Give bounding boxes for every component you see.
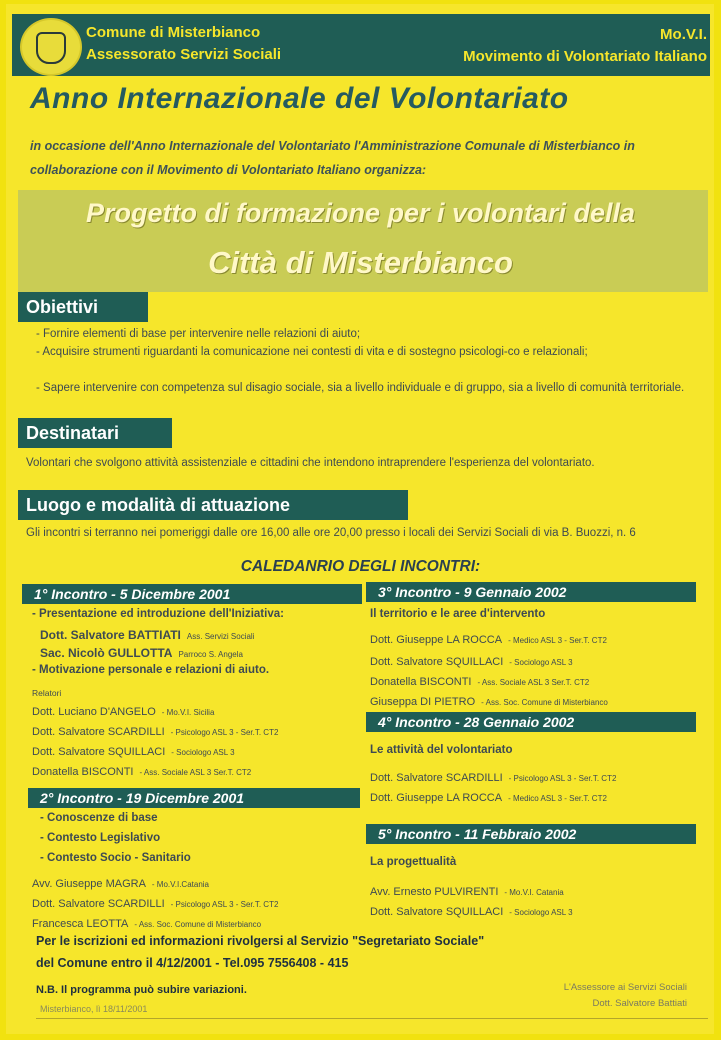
incontro-2-topic-3: - Contesto Socio - Sanitario <box>40 852 191 864</box>
incontro-2-heading: 2° Incontro - 19 Dicembre 2001 <box>28 788 360 808</box>
footer-iscrizioni: Per le iscrizioni ed informazioni rivolgersi al Servizio "Segretariato Sociale" <box>36 934 485 948</box>
incontro-2-topic-1: - Conoscenze di base <box>40 812 158 824</box>
incontro-5-relatore-2: Dott. Salvatore SQUILLACI - Sociologo ASL 3 <box>370 906 573 918</box>
incontro-5-relatore-1: Avv. Ernesto PULVIRENTI - Mo.V.I. Catania <box>370 886 564 898</box>
banner-line-2: Città di Misterbianco <box>208 245 513 280</box>
footer-place-date: Misterbianco, lì 18/11/2001 <box>40 1004 148 1014</box>
incontro-3-topic: Il territorio e le aree d'intervento <box>370 608 546 620</box>
calendar-title: CALEDANRIO DEGLI INCONTRI: <box>240 558 481 575</box>
signature-title: L'Assessore ai Servizi Sociali <box>563 982 687 993</box>
incontro-1-relatore-1: Dott. Luciano D'ANGELO - Mo.V.I. Sicilia <box>32 706 215 718</box>
header-movimento: Movimento di Volontariato Italiano <box>463 48 707 65</box>
incontro-2-relatore-1: Avv. Giuseppe MAGRA - Mo.V.I.Catania <box>32 878 209 890</box>
obiettivo-2: - Acquisire strumenti riguardanti la comunicazione nei contesti di vita e di sostegno psicologi-co e relazionali; <box>36 346 588 358</box>
footer-note: N.B. Il programma può subire variazioni. <box>36 984 247 996</box>
header-assessorato: Assessorato Servizi Sociali <box>86 46 282 63</box>
incontro-4-relatore-2: Dott. Giuseppe LA ROCCA - Medico ASL 3 - Ser.T. CT2 <box>370 792 607 804</box>
incontro-2-relatore-2: Dott. Salvatore SCARDILLI - Psicologo ASL 3 - Ser.T. CT2 <box>32 898 279 910</box>
municipal-seal-icon <box>20 18 82 76</box>
luogo-text: Gli incontri si terranno nei pomeriggi dalle ore 16,00 alle ore 20,00 presso i locali dei Servizi Sociali di via B. Buozzi, n. 6 <box>26 527 636 539</box>
obiettivo-1: - Fornire elementi di base per intervenire nelle relazioni di aiuto; <box>36 328 361 340</box>
section-obiettivi: Obiettivi <box>18 292 148 322</box>
header-comune: Comune di Misterbianco <box>86 24 261 41</box>
incontro-4-topic: Le attività del volontariato <box>370 744 513 756</box>
incontro-5-heading: 5° Incontro - 11 Febbraio 2002 <box>366 824 696 844</box>
incontro-3-relatore-3: Donatella BISCONTI - Ass. Sociale ASL 3 Ser.T. CT2 <box>370 676 590 688</box>
section-destinatari: Destinatari <box>18 418 172 448</box>
obiettivo-3: - Sapere intervenire con competenza sul disagio sociale, sia a livello individuale e di gruppo, sia a livello di comunità territoriale. <box>36 382 685 394</box>
incontro-1-topic-1: - Presentazione ed introduzione dell'Iniziativa: <box>32 608 284 620</box>
incontro-3-heading: 3° Incontro - 9 Gennaio 2002 <box>366 582 696 602</box>
banner-line-1: Progetto di formazione per i volontari della <box>85 198 636 228</box>
main-title: Anno Internazionale del Volontariato <box>30 82 569 115</box>
section-luogo: Luogo e modalità di attuazione <box>18 490 408 520</box>
footer-contact: del Comune entro il 4/12/2001 - Tel.095 7556408 - 415 <box>36 956 349 970</box>
incontro-1-speaker-2: Sac. Nicolò GULLOTTA Parroco S. Angela <box>40 646 243 660</box>
intro-text: in occasione dell'Anno Internazionale del Volontariato l'Amministrazione Comunale di Misterbianco in collaborazione con il Movimento di Volontariato Italiano organizza: <box>30 139 635 177</box>
incontro-3-relatore-1: Dott. Giuseppe LA ROCCA - Medico ASL 3 - Ser.T. CT2 <box>370 634 607 646</box>
incontro-3-relatore-2: Dott. Salvatore SQUILLACI - Sociologo ASL 3 <box>370 656 573 668</box>
destinatari-text: Volontari che svolgono attività assistenziale e cittadini che intendono intraprendere l'esperienza del volontariato. <box>26 457 595 469</box>
incontro-1-relatore-4: Donatella BISCONTI - Ass. Sociale ASL 3 Ser.T. CT2 <box>32 766 252 778</box>
incontro-1-relatore-2: Dott. Salvatore SCARDILLI - Psicologo ASL 3 - Ser.T. CT2 <box>32 726 279 738</box>
incontro-1-topic-2: - Motivazione personale e relazioni di aiuto. <box>32 664 270 676</box>
incontro-5-topic: La progettualità <box>370 856 457 868</box>
incontro-4-heading: 4° Incontro - 28 Gennaio 2002 <box>366 712 696 732</box>
incontro-1-speaker-1: Dott. Salvatore BATTIATI Ass. Servizi Sociali <box>40 628 255 642</box>
incontro-1-relatore-3: Dott. Salvatore SQUILLACI - Sociologo ASL 3 <box>32 746 235 758</box>
header-movi: Mo.V.I. <box>660 26 707 43</box>
incontro-4-relatore-1: Dott. Salvatore SCARDILLI - Psicologo ASL 3 - Ser.T. CT2 <box>370 772 617 784</box>
footer-rule <box>36 1018 708 1019</box>
incontro-3-relatore-4: Giuseppa DI PIETRO - Ass. Soc. Comune di Misterbianco <box>370 696 608 708</box>
incontro-2-relatore-3: Francesca LEOTTA - Ass. Soc. Comune di Misterbianco <box>32 918 262 930</box>
incontro-2-topic-2: - Contesto Legislativo <box>40 832 161 844</box>
incontro-1-heading: 1° Incontro - 5 Dicembre 2001 <box>22 584 362 604</box>
signature-name: Dott. Salvatore Battiati <box>592 998 687 1009</box>
incontro-1-relatori-label: Relatori <box>32 688 62 698</box>
